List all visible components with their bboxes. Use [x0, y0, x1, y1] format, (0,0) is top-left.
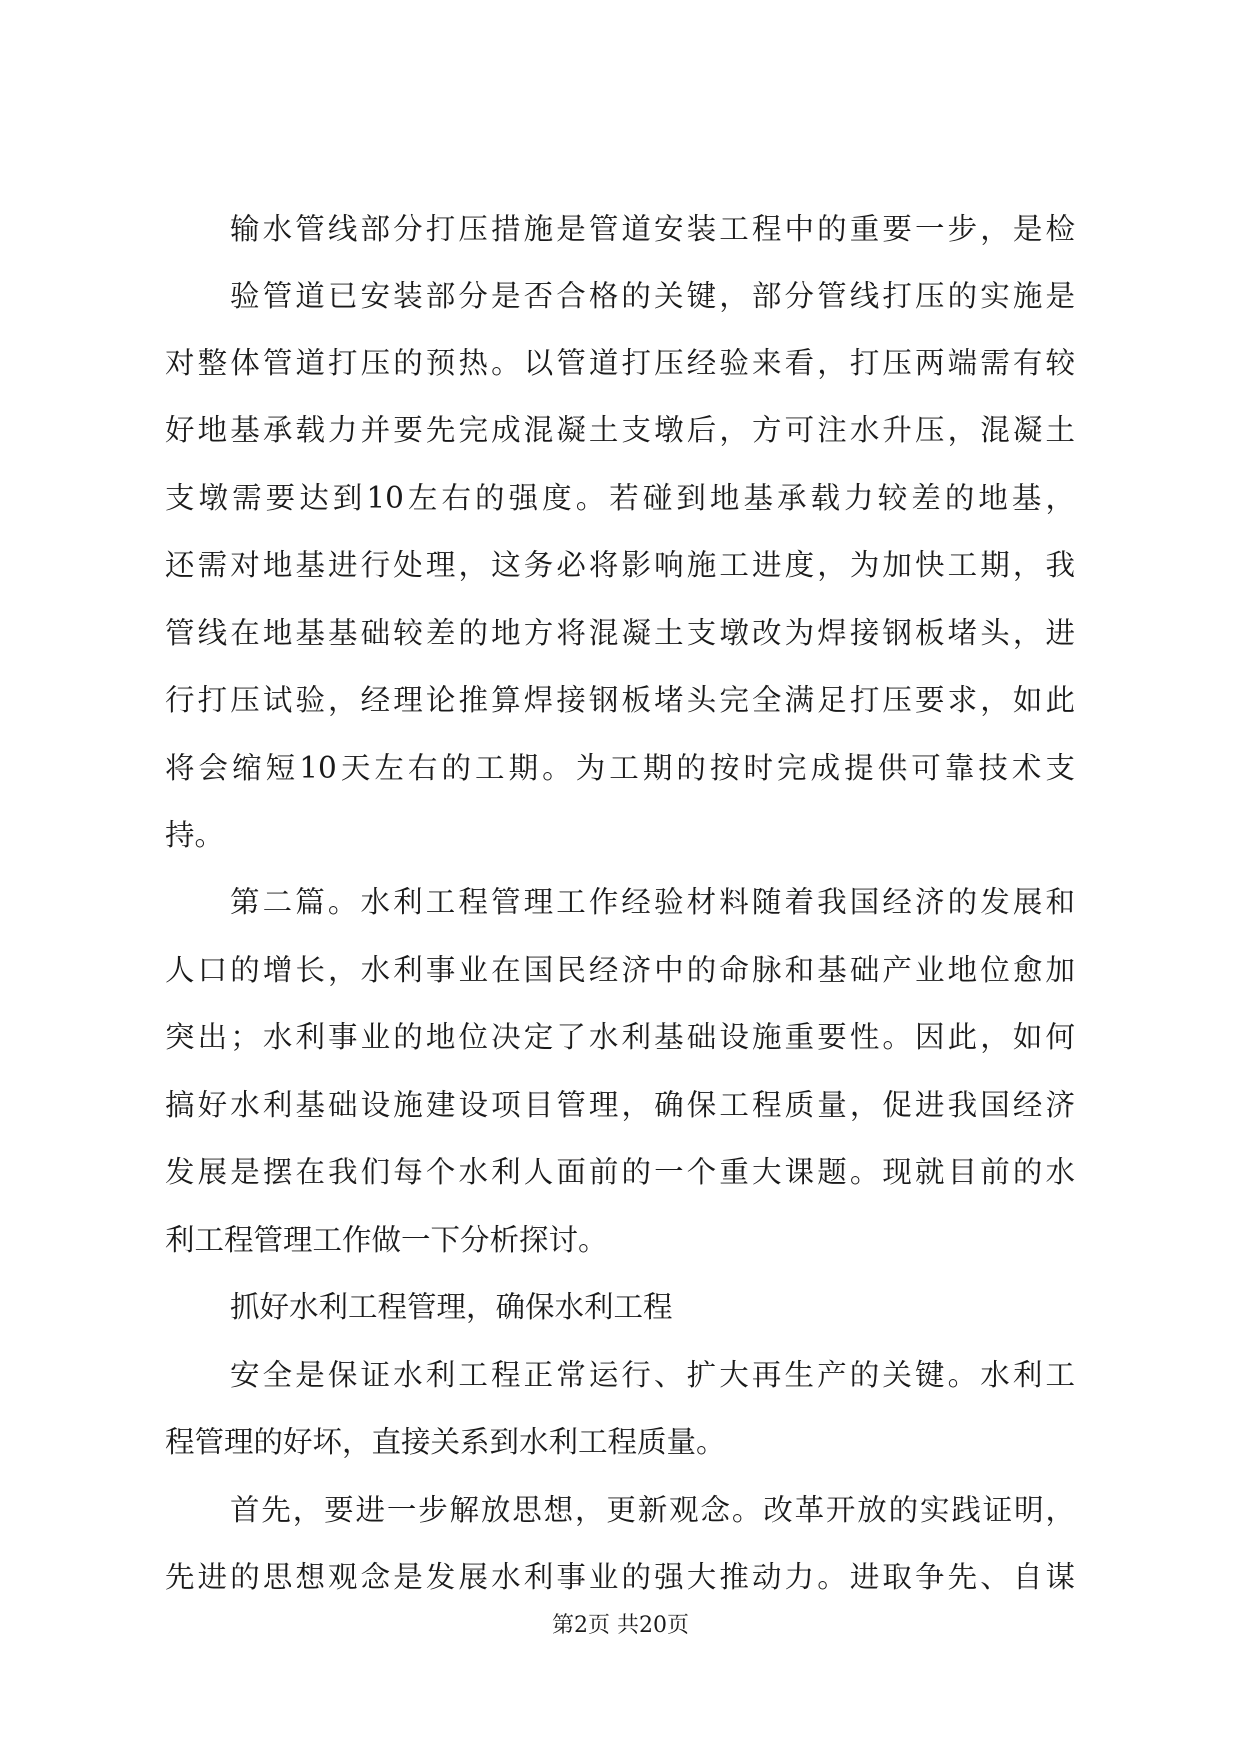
paragraph-2-line-3: 突出；水利事业的地位决定了水利基础设施重要性。因此，如何 [165, 1020, 1075, 1054]
paragraph-1-line-10: 持。 [165, 818, 225, 852]
paragraph-2-line-1: 第二篇。水利工程管理工作经验材料随着我国经济的发展和 [230, 885, 1075, 919]
paragraph-5-line-1: 首先，要进一步解放思想，更新观念。改革开放的实践证明， [230, 1493, 1075, 1527]
paragraph-1-line-1: 输水管线部分打压措施是管道安装工程中的重要一步，是检 [230, 212, 1075, 246]
paragraph-1-line-8: 行打压试验，经理论推算焊接钢板堵头完全满足打压要求，如此 [165, 683, 1075, 717]
section-subheading: 抓好水利工程管理，确保水利工程 [230, 1290, 673, 1324]
paragraph-1-line-9: 将会缩短10天左右的工期。为工期的按时完成提供可靠技术支 [165, 751, 1075, 785]
paragraph-1-line-3: 对整体管道打压的预热。以管道打压经验来看，打压两端需有较 [165, 346, 1075, 380]
paragraph-1-line-4: 好地基承载力并要先完成混凝土支墩后，方可注水升压，混凝土 [165, 413, 1075, 447]
paragraph-2-line-6: 利工程管理工作做一下分析探讨。 [165, 1223, 608, 1257]
paragraph-1-line-2: 验管道已安装部分是否合格的关键，部分管线打压的实施是 [230, 279, 1075, 313]
paragraph-1-line-5: 支墩需要达到10左右的强度。若碰到地基承载力较差的地基， [165, 481, 1075, 515]
paragraph-1-line-6: 还需对地基进行处理，这务必将影响施工进度，为加快工期，我 [165, 548, 1075, 582]
paragraph-5-line-2: 先进的思想观念是发展水利事业的强大推动力。进取争先、自谋 [165, 1560, 1075, 1594]
paragraph-2-line-5: 发展是摆在我们每个水利人面前的一个重大课题。现就目前的水 [165, 1155, 1075, 1189]
paragraph-2-line-4: 搞好水利基础设施建设项目管理，确保工程质量，促进我国经济 [165, 1088, 1075, 1122]
paragraph-2-line-2: 人口的增长，水利事业在国民经济中的命脉和基础产业地位愈加 [165, 953, 1075, 987]
paragraph-4-line-1: 安全是保证水利工程正常运行、扩大再生产的关键。水利工 [230, 1358, 1075, 1392]
page-number-footer: 第2页 共20页 [552, 1613, 689, 1638]
paragraph-1-line-7: 管线在地基基础较差的地方将混凝土支墩改为焊接钢板堵头，进 [165, 616, 1075, 650]
paragraph-4-line-2: 程管理的好坏，直接关系到水利工程质量。 [165, 1425, 726, 1459]
